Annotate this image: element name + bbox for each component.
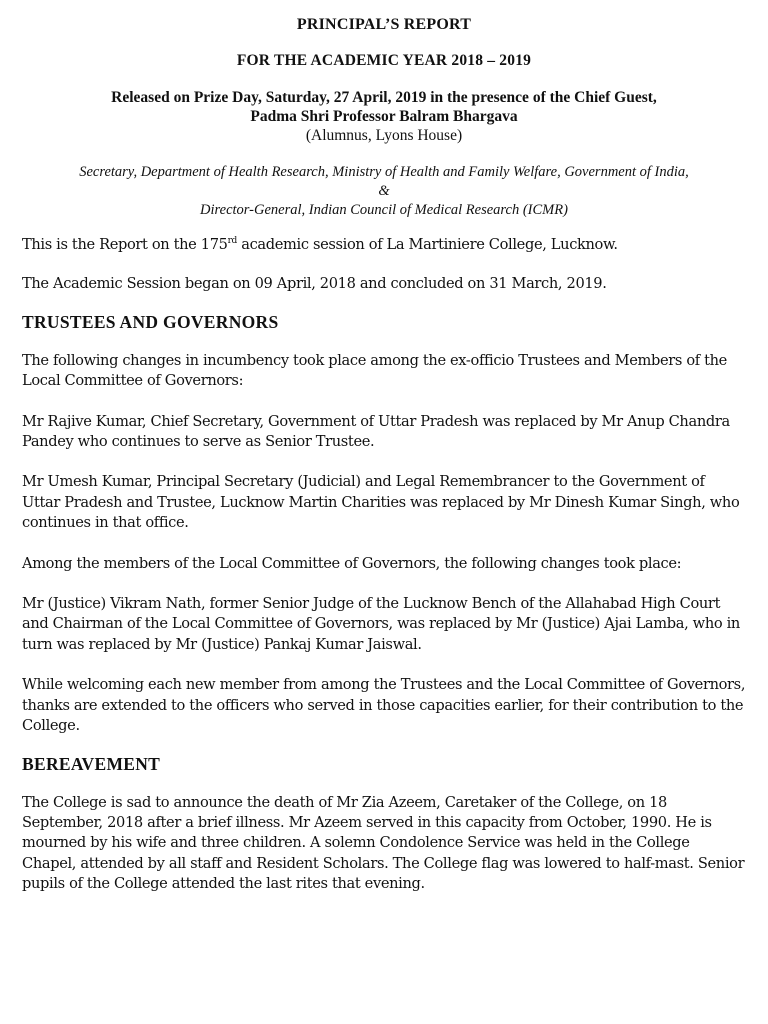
trustees-paragraph-2: Mr Rajive Kumar, Chief Secretary, Government of Uttar Pradesh was replaced by Mr Anup Chandra Pandey who continues to serve as Senior Trustee.	[22, 412, 730, 451]
report-subtitle: FOR THE ACADEMIC YEAR 2018 – 2019	[236, 52, 532, 69]
section-heading-trustees: TRUSTEES AND GOVERNORS	[22, 311, 279, 332]
designation-line-1: Secretary, Department of Health Research, Ministry of Health and Family Welfare, Government of India,	[79, 164, 689, 180]
designation-ampersand: &	[378, 183, 390, 199]
trustees-paragraph-6: While welcoming each new member from among the Trustees and the Local Committee of Governors, thanks are extended to the officers who served in those capacities earlier, for their contribution to the College.	[22, 676, 746, 735]
session-statement	[22, 235, 746, 255]
bereavement-paragraph: The College is sad to announce the death of Mr Zia Azeem, Caretaker of the College, on 18 September, 2018 after a brief illness. Mr Azeem served in this capacity from October, 1990. He is mourned by his wife and three children. A solemn Condolence Service was held in the College Chapel, attended by all staff and Resident Scholars. The College flag was lowered to half-mast. Senior pupils of the College attended the last rites that evening.	[22, 793, 745, 893]
section-heading-bereavement: BEREAVEMENT	[22, 753, 161, 774]
ordinal-suffix: rd	[227, 236, 237, 247]
trustees-paragraph-4: Among the members of the Local Committee of Governors, the following changes took place:	[22, 554, 682, 572]
trustees-paragraph-3: Mr Umesh Kumar, Principal Secretary (Judicial) and Legal Remembrancer to the Government of Uttar Pradesh and Trustee, Lucknow Martin Charities was replaced by Mr Dinesh Kumar Singh, who continues in that office.	[22, 473, 740, 532]
trustees-paragraph-5: Mr (Justice) Vikram Nath, former Senior Judge of the Lucknow Bench of the Allahabad High Court and Chairman of the Local Committee of Governors, was replaced by Mr (Justice) Ajai Lamba, who in turn was replaced by Mr (Justice) Pankaj Kumar Jaiswal.	[22, 595, 740, 653]
alumnus-note: (Alumnus, Lyons House)	[305, 127, 463, 144]
trustees-paragraph-1: The following changes in incumbency took place among the ex-officio Trustees and Members of the Local Committee of Governors:	[22, 351, 727, 390]
session-text-start: This is the Report on the 175	[22, 236, 228, 253]
designation-line-2: Director-General, Indian Council of Medical Research (ICMR)	[200, 202, 568, 218]
chief-guest-designation	[22, 163, 746, 220]
report-title: PRINCIPAL’S REPORT	[296, 16, 472, 33]
session-text-end: academic session of La Martiniere College, Lucknow.	[236, 236, 618, 253]
release-statement	[22, 88, 746, 126]
release-line-1: Released on Prize Day, Saturday, 27 April, 2019 in the presence of the Chief Guest,	[111, 89, 657, 106]
chief-guest-name: Padma Shri Professor Balram Bhargava	[250, 108, 518, 125]
session-dates: The Academic Session began on 09 April, 2018 and concluded on 31 March, 2019.	[22, 275, 607, 293]
